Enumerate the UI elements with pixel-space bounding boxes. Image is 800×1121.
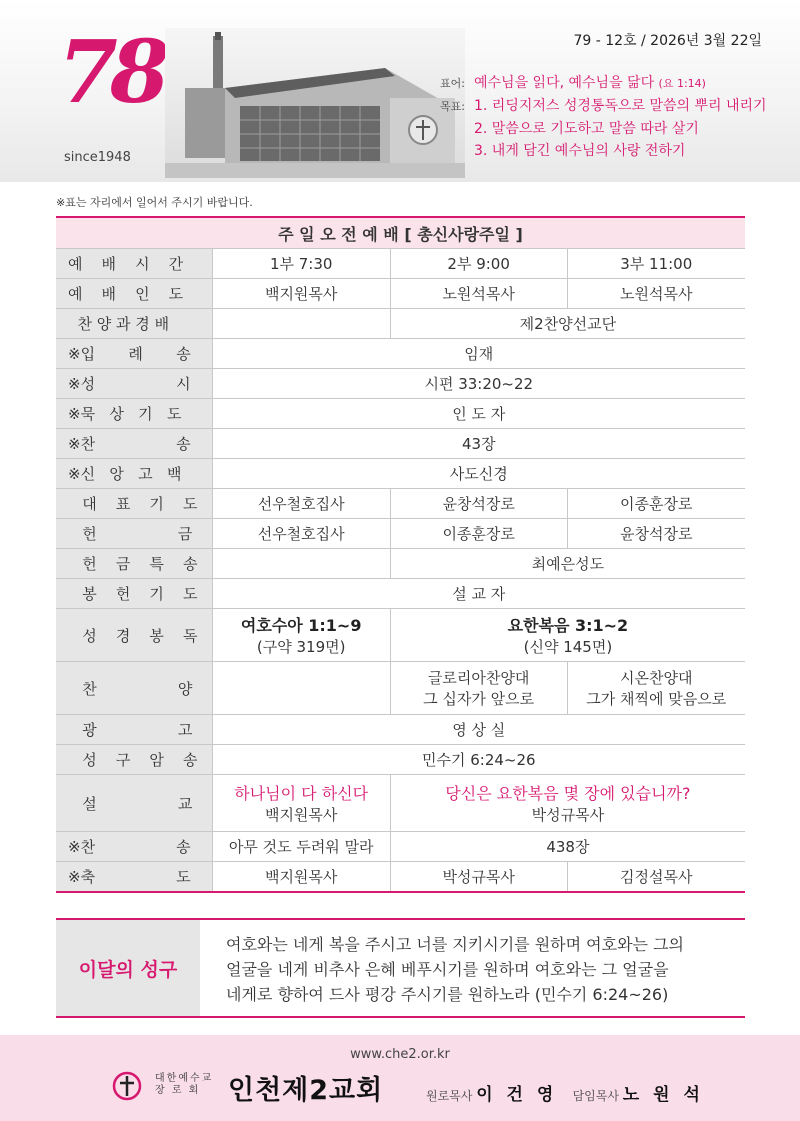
motto-block	[440, 72, 767, 162]
row-label: 설 교	[56, 775, 212, 832]
sermon-cell	[212, 775, 390, 832]
table-row	[56, 279, 745, 309]
cell-value: 3부 11:00	[567, 249, 745, 279]
cell-value: 43장	[212, 429, 745, 459]
church-building-image	[165, 28, 465, 178]
sermon-preacher: 박성규목사	[531, 806, 605, 824]
standing-note: ※표는 자리에서 일어서 주시기 바랍니다.	[56, 196, 253, 209]
row-label: ※묵 상 기 도	[56, 399, 212, 429]
cell-value: 2부 9:00	[390, 249, 567, 279]
goal-item: 2. 말씀으로 기도하고 말씀 따라 살기	[474, 121, 699, 137]
cell-value: 백지원목사	[212, 862, 390, 893]
cell-value: 시편 33:20~22	[212, 369, 745, 399]
sermon-preacher: 백지원목사	[264, 806, 338, 824]
cell-value: 선우철호집사	[212, 519, 390, 549]
cell-value	[212, 549, 390, 579]
cell-value: 윤창석장로	[567, 519, 745, 549]
row-label: ※신 앙 고 백	[56, 459, 212, 489]
table-row	[56, 429, 745, 459]
choir-song: 그 십자가 앞으로	[423, 690, 535, 708]
service-title: 주 일 오 전 예 배 [ 총신사랑주일 ]	[56, 217, 745, 249]
cell-value: 438장	[390, 832, 745, 862]
table-row	[56, 775, 745, 832]
table-row	[56, 832, 745, 862]
cell-value: 임재	[212, 339, 745, 369]
cell-value	[212, 309, 390, 339]
table-row	[56, 309, 745, 339]
table-row	[56, 369, 745, 399]
sermon-title: 하나님이 다 하신다	[234, 784, 369, 803]
church-emblem-icon	[112, 1071, 142, 1101]
sermon-title: 당신은 요한복음 몇 장에 있습니까?	[445, 784, 691, 803]
pastors	[426, 1080, 704, 1105]
motto-ref: (요 1:14)	[658, 77, 706, 90]
cell-value: 이종훈장로	[567, 489, 745, 519]
row-label: ※입 례 송	[56, 339, 212, 369]
church-name: 인천제2교회	[228, 1075, 384, 1106]
reading-ot-cell	[212, 609, 390, 662]
cell-value: 사도신경	[212, 459, 745, 489]
goal-item: 3. 내게 담긴 예수님의 사랑 전하기	[474, 143, 686, 159]
choir-song: 그가 채찍에 맞음으로	[586, 690, 727, 708]
verse-line: 여호와는 네게 복을 주시고 너를 지키시기를 원하며 여호와는 그의	[226, 935, 685, 954]
choir-name: 글로리아찬양대	[427, 669, 530, 687]
row-label: 찬 양	[56, 662, 212, 715]
table-row	[56, 745, 745, 775]
verse-line: 네게로 향하여 드사 평강 주시기를 원하노라 (민수기 6:24~26)	[226, 985, 669, 1004]
motto-label: 표어:	[440, 77, 465, 90]
table-row	[56, 579, 745, 609]
row-label: ※성 시	[56, 369, 212, 399]
cell-value: 설 교 자	[212, 579, 745, 609]
table-row	[56, 399, 745, 429]
cell-value: 제2찬양선교단	[390, 309, 745, 339]
cell-value: 노원석목사	[390, 279, 567, 309]
bulletin-header	[0, 0, 800, 182]
sermon-cell	[390, 775, 745, 832]
cell-value: 아무 것도 두려워 말라	[212, 832, 390, 862]
since-label: since1948	[64, 150, 131, 165]
row-label: 성 구 암 송	[56, 745, 212, 775]
row-label: 성 경 봉 독	[56, 609, 212, 662]
verse-line: 얼굴을 네게 비추사 은혜 베푸시기를 원하며 여호와는 그 얼굴을	[226, 960, 669, 979]
table-row	[56, 715, 745, 745]
reading-ot-page: (구약 319면)	[256, 638, 346, 656]
row-label: 헌 금 특 송	[56, 549, 212, 579]
row-label: ※찬 송	[56, 429, 212, 459]
table-row	[56, 339, 745, 369]
monthly-verse-text	[226, 932, 736, 1007]
reading-nt-cell	[390, 609, 745, 662]
cell-value: 백지원목사	[212, 279, 390, 309]
table-row	[56, 609, 745, 662]
row-label: 찬 양 과 경 배	[56, 309, 212, 339]
cell-value	[212, 662, 390, 715]
monthly-verse-label: 이달의 성구	[56, 920, 200, 1016]
row-label: 광 고	[56, 715, 212, 745]
cell-value: 인 도 자	[212, 399, 745, 429]
reading-nt-page: (신약 145면)	[523, 638, 613, 656]
reading-ot-passage: 여호수아 1:1~9	[240, 616, 362, 635]
table-row	[56, 489, 745, 519]
monthly-verse	[56, 918, 745, 1018]
table-row	[56, 459, 745, 489]
cell-value: 노원석목사	[567, 279, 745, 309]
website-link[interactable]: www.che2.or.kr	[350, 1047, 450, 1062]
footer	[0, 1035, 800, 1121]
row-label: 예 배 시 간	[56, 249, 212, 279]
emeritus-label: 원로목사	[426, 1089, 473, 1103]
cell-value: 이종훈장로	[390, 519, 567, 549]
row-label: ※찬 송	[56, 832, 212, 862]
cell-value: 최예은성도	[390, 549, 745, 579]
cell-value: 선우철호집사	[212, 489, 390, 519]
cell-value: 윤창석장로	[390, 489, 567, 519]
denomination-line: 대한예수교	[155, 1073, 214, 1084]
service-order-table	[56, 216, 745, 893]
row-label: 헌 금	[56, 519, 212, 549]
denomination-line: 장 로 회	[155, 1085, 201, 1096]
goal-item: 1. 리딩지저스 성경통독으로 말씀의 뿌리 내리기	[474, 98, 767, 114]
cell-value: 영 상 실	[212, 715, 745, 745]
reading-nt-passage: 요한복음 3:1~2	[507, 616, 629, 635]
table-row	[56, 549, 745, 579]
table-row	[56, 862, 745, 893]
denomination	[155, 1073, 213, 1097]
row-label: 봉 헌 기 도	[56, 579, 212, 609]
choir-cell	[567, 662, 745, 715]
table-row	[56, 249, 745, 279]
cell-value: 김정설목사	[567, 862, 745, 893]
emeritus-name: 이 건 영	[476, 1085, 558, 1105]
senior-label: 담임목사	[572, 1089, 619, 1103]
cell-value: 박성규목사	[390, 862, 567, 893]
choir-cell	[390, 662, 567, 715]
issue-date: 79 - 12호 / 2026년 3월 22일	[573, 33, 762, 49]
senior-name: 노 원 석	[622, 1085, 704, 1105]
row-label: ※축 도	[56, 862, 212, 893]
table-row	[56, 662, 745, 715]
row-label: 예 배 인 도	[56, 279, 212, 309]
anniversary-logo: 78	[58, 22, 162, 123]
table-row	[56, 519, 745, 549]
cell-value: 1부 7:30	[212, 249, 390, 279]
choir-name: 시온찬양대	[620, 669, 693, 687]
motto-text: 예수님을 읽다, 예수님을 닮다	[474, 75, 655, 91]
goals-label: 목표:	[440, 100, 465, 113]
cell-value: 민수기 6:24~26	[212, 745, 745, 775]
row-label: 대 표 기 도	[56, 489, 212, 519]
